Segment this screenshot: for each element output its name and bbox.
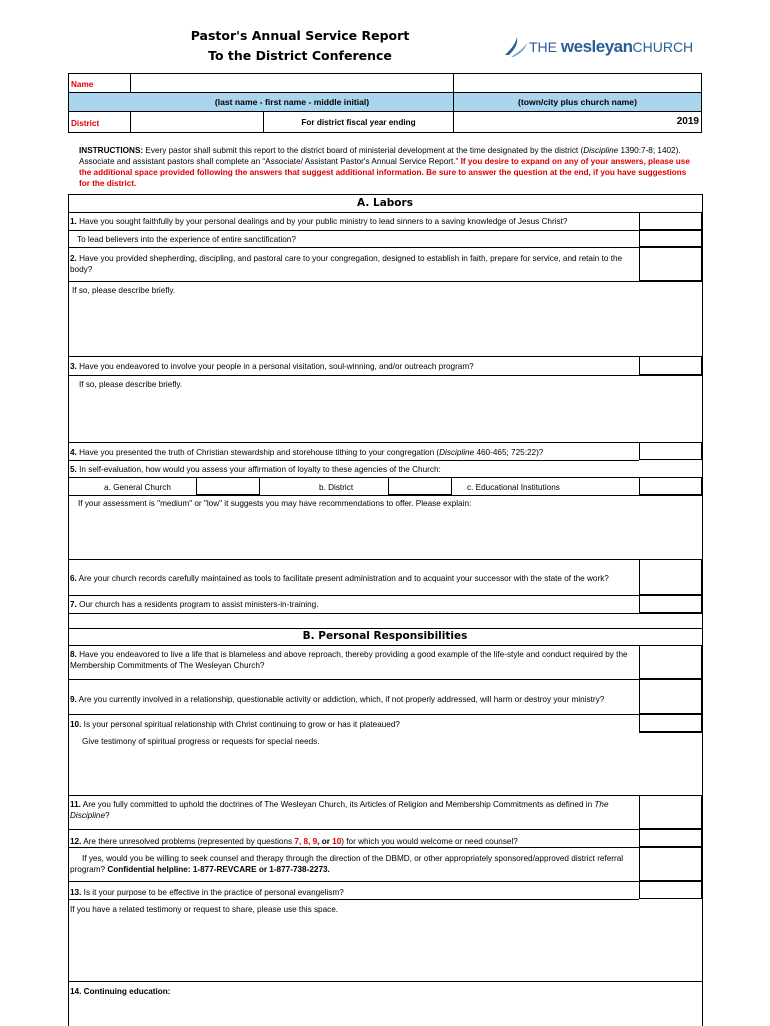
instructions-red: If you desire to expand on any of your answers, please use the additional space provided following the answers that suggest additional information. Be sure to answer the question at the end, if you have suggestions for the district. [79,157,690,188]
q5-explanation-area[interactable] [69,509,701,559]
q13-follow-up: If you have a related testimony or request to share, please use this space. [70,905,339,914]
fiscal-year-value[interactable]: 2019 [676,116,699,127]
q11-answer-box[interactable] [639,795,702,829]
q2-number: 2. [70,254,77,263]
instructions [79,145,691,189]
q14-number: 14. [70,987,82,996]
q13-number: 13. [70,888,82,897]
q3-answer-box[interactable] [639,356,702,375]
body-right-border [702,194,703,1026]
q9-answer-box[interactable] [639,679,702,714]
q2-follow-up: If so, please describe briefly. [72,286,176,295]
q11-text-b: ? [105,811,110,820]
section-b-title: B. Personal Responsibilities [302,630,468,642]
q12-text-b: ) for which you would welcome or need counsel? [341,837,518,846]
q12-number: 12. [70,837,82,846]
q4-discipline: Discipline [439,448,475,457]
q5-option-educational: c. Educational Institutions [467,483,560,492]
q5-text: In self-evaluation, how would you assess your affirmation of loyalty to these agencies of the Church: [76,465,441,474]
q12-ref-2: 10 [332,837,342,846]
q7-number: 7. [70,600,77,609]
q3-number: 3. [70,362,77,371]
q6-text: Are your church records carefully maintained as tools to facilitate present administration and to acquaint your successor with the state of the work? [76,574,609,583]
q1b-answer-box[interactable] [639,230,702,247]
q12-helpline: Confidential helpline: 1-877-REVCARE or 1-877-738-2273. [107,865,330,874]
q11-discipline: The Discipline [70,800,609,820]
q13-text: Is it your purpose to be effective in the practice of personal evangelism? [81,888,344,897]
q14-continuing-education-area[interactable] [69,998,701,1024]
q12-text-a: Are there unresolved problems (represented by questions [81,837,295,846]
q3-description-area[interactable] [69,390,701,442]
q9-text: Are you currently involved in a relationship, questionable activity or addiction, which, if not properly addressed, will harm or destroy your ministry? [76,695,605,704]
name-hint: (last name - first name - middle initial) [214,97,370,107]
question-11 [70,799,635,821]
q4-text-a: Have you presented the truth of Christian stewardship and storehouse tithing to your congregation ( [76,448,440,457]
question-6 [70,573,609,584]
q5-option-general-church: a. General Church [104,483,171,492]
q2-text: Have you provided shepherding, discipling, and pastoral care to your congregation, designed to establish in faith, prepare for service, and retain to the body? [70,254,623,274]
q1-text: Have you sought faithfully by your personal dealings and by your public ministry to lead sinners to a saving knowledge of Jesus Christ? [76,217,568,226]
question-10 [70,719,400,730]
q14-text: Continuing education: [81,987,171,996]
name-field[interactable] [131,74,452,92]
instructions-text-2: 1390:7-8; 1402). Associate and assistant pastors shall complete an “Associate/ Assistant Pastor's Annual Service Report.” [79,146,681,166]
district-label: District [71,119,100,128]
question-4 [70,447,543,458]
q11-text-a: Are you fully committed to uphold the doctrines of The Wesleyan Church, its Articles of Religion and Membership Commitments as defined in [80,800,595,809]
section-a-title: A. Labors [357,197,413,209]
q10-follow-up: Give testimony of spiritual progress or requests for special needs. [82,737,320,746]
title-line-1: Pastor's Annual Service Report [190,28,410,43]
question-2 [70,253,635,275]
instructions-discipline: Discipline [583,146,619,155]
logo-bold: wesleyan [560,37,633,56]
question-12 [70,836,518,847]
q5-number: 5. [70,465,77,474]
q5a-answer-box[interactable] [196,477,260,495]
q2-answer-box[interactable] [639,247,702,281]
q8-number: 8. [70,650,77,659]
q10-number: 10. [70,720,82,729]
fiscal-year-label: For district fiscal year ending [301,118,416,127]
q5c-answer-box[interactable] [639,477,702,495]
question-14 [70,986,171,997]
name-label: Name [71,80,94,89]
instructions-label: INSTRUCTIONS: [79,146,144,155]
instructions-text-1: Every pastor shall submit this report to the district board of ministerial development at the time designated by the district ( [143,146,584,155]
q6-number: 6. [70,574,77,583]
logo-suffix: CHURCH [632,39,694,55]
q3-follow-up: If so, please describe briefly. [79,380,183,389]
q6-answer-box[interactable] [639,559,702,595]
q12-follow-up [70,853,636,875]
question-3 [70,361,474,372]
q12-ref-1: 7, 8, 9 [294,837,318,846]
title-line-2: To the District Conference [208,48,392,63]
q8-text: Have you endeavored to live a life that is blameless and above reproach, thereby providing a good example of the life-style and conduct required by the Membership Commitments of The Wesleyan Church? [70,650,628,670]
q7-text: Our church has a residents program to assist ministers-in-training. [76,600,319,609]
q10-text: Is your personal spiritual relationship with Christ continuing to grow or has it plateaued? [81,720,400,729]
question-8 [70,649,636,671]
q13-testimony-area[interactable] [69,915,701,981]
q13-answer-box[interactable] [639,881,702,899]
q1-number: 1. [70,217,77,226]
q5-option-district: b. District [319,483,354,492]
q10-answer-box[interactable] [639,714,702,732]
question-9 [70,694,604,705]
q7-answer-box[interactable] [639,595,702,613]
q1-answer-box[interactable] [639,212,702,230]
q12-follow-answer-box[interactable] [639,847,702,881]
q10-testimony-area[interactable] [69,747,701,795]
report-title [180,26,420,66]
q3-text: Have you endeavored to involve your people in a personal visitation, soul-winning, and/or outreach program? [76,362,474,371]
wesleyan-logo [503,34,693,60]
q2-description-area[interactable] [69,296,701,356]
q8-answer-box[interactable] [639,645,702,679]
q9-number: 9. [70,695,77,704]
q4-answer-box[interactable] [639,442,702,460]
q5-follow-up: If your assessment is "medium" or "low" it suggests you may have recommendations to offer. Please explain: [78,499,472,508]
q12-answer-box[interactable] [639,829,702,847]
q12-or: , or [317,837,333,846]
q5b-answer-box[interactable] [388,477,452,495]
q11-number: 11. [70,800,81,809]
q4-text-b: 460-465; 725:22)? [474,448,544,457]
flame-logo-icon [503,35,529,59]
question-13 [70,887,344,898]
question-1 [70,216,567,227]
town-hint: (town/city plus church name) [518,97,637,107]
town-church-field[interactable] [454,74,701,92]
question-1b: To lead believers into the experience of entire sanctification? [77,235,296,244]
logo-wordmark [529,37,693,57]
district-field[interactable] [131,112,262,132]
logo-prefix: THE [529,39,561,55]
q4-number: 4. [70,448,77,457]
question-5 [70,464,441,475]
q12-follow-text: If yes, would you be willing to seek counsel and therapy through the direction of the DBMD, or other appropriately sponsored/approved district referral program? [70,854,624,874]
question-7 [70,599,318,610]
